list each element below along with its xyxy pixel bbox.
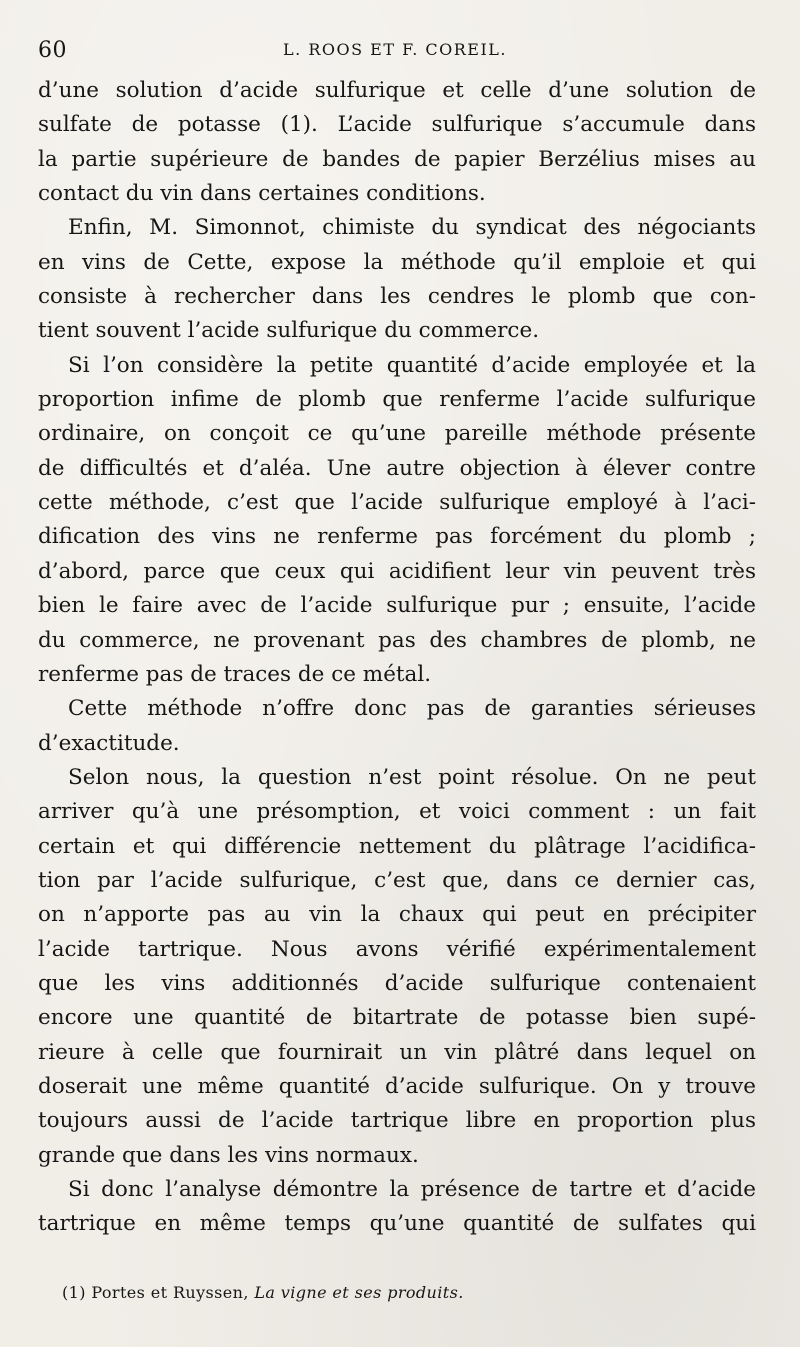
footnote-marker: (1) [62, 1283, 86, 1302]
text-line: du commerce, ne provenant pas des chambres de plomb, ne [38, 627, 756, 653]
text-line: Enfin, M. Simonnot, chimiste du syndicat des négociants [68, 215, 756, 241]
text-line: Si l’on considère la petite quantité d’acide employée et la [68, 352, 756, 378]
text-line: tient souvent l’acide sulfurique du commerce. [38, 318, 540, 344]
page-number: 60 [38, 38, 67, 63]
text-line: sulfate de potasse (1). L’acide sulfurique s’accumule dans [38, 112, 756, 138]
text-line: Selon nous, la question n’est point résolue. On ne peut [68, 764, 756, 790]
footnote [62, 1283, 762, 1302]
text-line: dification des vins ne renferme pas forcément du plomb ; [38, 524, 756, 550]
text-line: ordinaire, on conçoit ce qu’une pareille méthode présente [38, 421, 756, 447]
body-text [38, 74, 756, 1242]
footnote-authors: Portes et Ruyssen, [91, 1283, 249, 1302]
text-line: encore une quantité de bitartrate de potasse bien supé- [38, 1005, 756, 1031]
text-line: l’acide tartrique. Nous avons vérifié expérimentalement [38, 936, 756, 962]
text-line: toujours aussi de l’acide tartrique libre en proportion plus [38, 1108, 756, 1134]
text-line: d’abord, parce que ceux qui acidifient leur vin peuvent très [38, 558, 756, 584]
text-line: en vins de Cette, expose la méthode qu’il emploie et qui [38, 249, 756, 275]
page-header [38, 38, 752, 70]
text-line: contact du vin dans certaines conditions. [38, 181, 486, 207]
text-line: on n’apporte pas au vin la chaux qui peut en précipiter [38, 902, 756, 928]
text-line: bien le faire avec de l’acide sulfurique pur ; ensuite, l’acide [38, 593, 756, 619]
text-line: Cette méthode n’offre donc pas de garanties sérieuses [68, 696, 756, 722]
running-head: L. ROOS ET F. COREIL. [283, 40, 507, 59]
text-line: rieure à celle que fournirait un vin plâtré dans lequel on [38, 1039, 756, 1065]
text-line: certain et qui différencie nettement du plâtrage l’acidifica- [38, 833, 756, 859]
text-line: doserait une même quantité d’acide sulfurique. On y trouve [38, 1073, 756, 1099]
text-line: la partie supérieure de bandes de papier Berzélius mises au [38, 146, 756, 172]
text-line: consiste à rechercher dans les cendres le plomb que con- [38, 284, 756, 310]
footnote-title: La vigne et ses produits. [254, 1283, 464, 1302]
text-line: arriver qu’à une présomption, et voici comment : un fait [38, 799, 756, 825]
text-line: Si donc l’analyse démontre la présence de tartre et d’acide [68, 1177, 756, 1202]
text-line: d’une solution d’acide sulfurique et celle d’une solution de [38, 78, 756, 103]
text-line: cette méthode, c’est que l’acide sulfurique employé à l’aci- [38, 490, 756, 516]
text-line: renferme pas de traces de ce métal. [38, 661, 432, 687]
text-line: proportion infime de plomb que renferme l’acide sulfurique [38, 387, 756, 413]
text-line: tartrique en même temps qu’une quantité de sulfates qui [38, 1211, 756, 1237]
text-line: tion par l’acide sulfurique, c’est que, dans ce dernier cas, [38, 867, 756, 893]
text-line: grande que dans les vins normaux. [38, 1142, 419, 1168]
text-line: d’exactitude. [38, 730, 180, 756]
text-line: que les vins additionnés d’acide sulfurique contenaient [38, 970, 756, 996]
text-line: de difficultés et d’aléa. Une autre objection à élever contre [38, 455, 756, 481]
